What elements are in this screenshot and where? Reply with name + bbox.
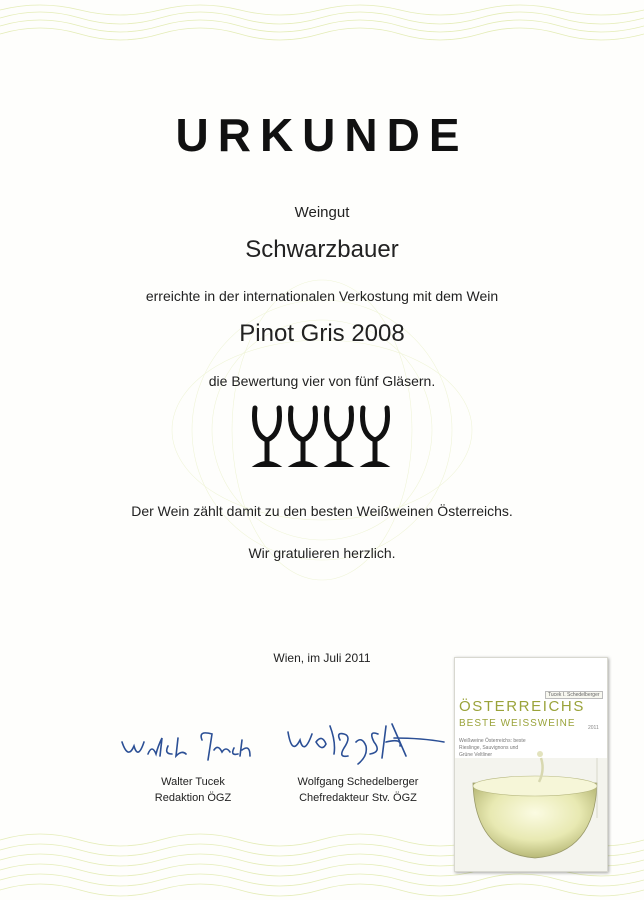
tasting-text: erreichte in der internationalen Verkostung mit dem Wein xyxy=(145,288,499,304)
winery-label: Weingut xyxy=(294,204,350,221)
book-title-line1: ÖSTERREICHS xyxy=(459,698,585,715)
signatory-1 xyxy=(118,774,268,806)
rating-glasses xyxy=(246,404,396,474)
signatory-2 xyxy=(272,774,444,806)
rating-text: die Bewertung vier von fünf Gläsern. xyxy=(208,373,436,389)
signatory-1-role: Redaktion ÖGZ xyxy=(154,792,232,804)
wine-glass-icon xyxy=(291,408,316,466)
wine-glass-icon xyxy=(255,408,280,466)
signatory-1-name: Walter Tucek xyxy=(161,776,225,788)
book-subtitle: Weißweine Österreichs: beste Rieslinge, Sauvignons und Grüne Veltliner xyxy=(459,738,526,758)
signature-walter-tucek xyxy=(118,720,268,770)
book-author-tag: Tucek I. Schedelberger xyxy=(545,691,603,699)
place-date: Wien, im Juli 2011 xyxy=(273,651,371,665)
winery-name: Schwarzbauer xyxy=(245,236,399,263)
book-title-line2: BESTE WEISSWEINE xyxy=(459,718,576,729)
congratulations-text: Wir gratulieren herzlich. xyxy=(248,545,396,561)
wine-name: Pinot Gris 2008 xyxy=(239,320,405,347)
certificate-title: URKUNDE xyxy=(175,109,469,161)
signatory-2-name: Wolfgang Schedelberger xyxy=(297,776,419,788)
book-cover xyxy=(454,657,608,872)
wine-glass-icon xyxy=(363,408,388,466)
book-year: 2011 xyxy=(588,725,599,731)
wine-glass-icon xyxy=(327,408,352,466)
signatory-2-role: Chefredakteur Stv. ÖGZ xyxy=(299,792,417,804)
signature-wolfgang-schedelberger xyxy=(282,712,452,772)
best-wines-text: Der Wein zählt damit zu den besten Weißweinen Österreichs. xyxy=(131,503,513,519)
wine-glass-illustration xyxy=(455,658,607,871)
